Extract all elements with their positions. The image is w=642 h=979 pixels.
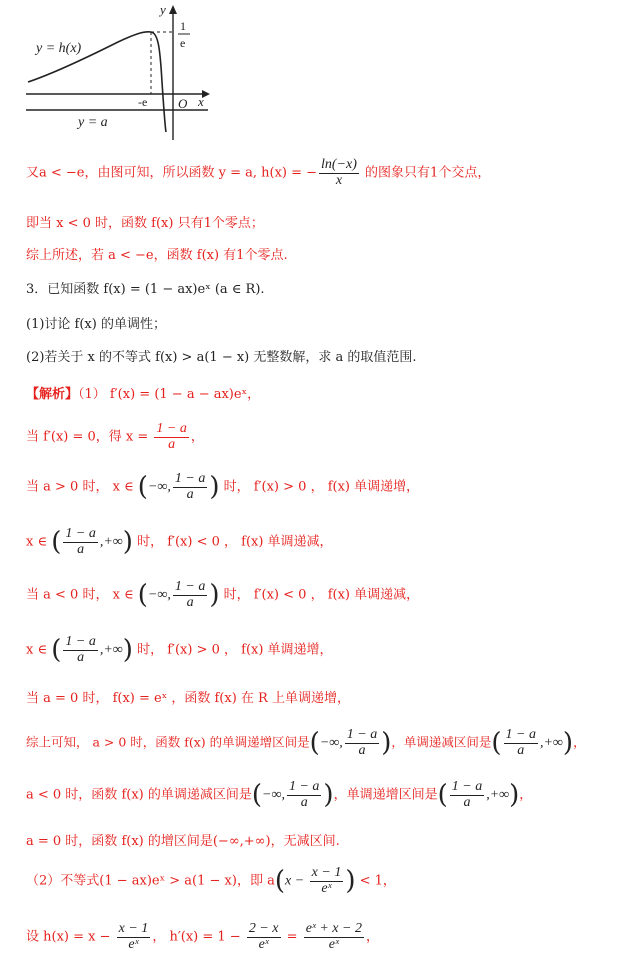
summary-2-tail: ， [519, 787, 533, 803]
y-axis-arrow [169, 5, 177, 14]
define-h-frac-1-num: x − 1 [118, 921, 149, 936]
define-h-frac-3-den: eˣ [328, 936, 339, 952]
line-critical-point [26, 422, 204, 452]
curve-label: y = h(x) [36, 41, 82, 56]
summary-1-frac-b-num: 1 − a [505, 727, 536, 742]
line-1 [26, 158, 490, 188]
line-11-head: 当 a < 0 时， x ∈ [26, 587, 138, 603]
y-axis-label: y [160, 2, 166, 17]
summary-1-frac-a-num: 1 − a [346, 727, 378, 742]
summary-2-frac-a-den: a [300, 794, 308, 810]
define-h-frac-1-den: eˣ [128, 936, 139, 952]
solution-tag: 【解析】 [26, 387, 79, 402]
line-2: 即当 x < 0 时，函数 f(x) 只有1个零点； [26, 216, 264, 231]
line-3: 综上所述，若 a < −e，函数 f(x) 有1个零点. [26, 248, 288, 263]
line-a-positive-1: 当 a > 0 时， x ∈ (−∞, $\frac{1 - a}{a}$ ) 时， f′(x) > 0 ， f(x) 单调递增， [26, 471, 420, 503]
line-11-frac [173, 580, 207, 610]
x-axis-label: x [198, 94, 204, 109]
summary-1-mid: ，单调递减区间是 [391, 734, 492, 750]
summary-1-frac-a [345, 728, 379, 758]
part-2-frac-num: x − 1 [311, 865, 342, 880]
line-10-tail: 时， f′(x) < 0 ， f(x) 单调递减， [132, 534, 333, 550]
define-h-frac-2 [247, 922, 281, 952]
line-9-frac-den: a [186, 486, 194, 502]
summary-a-zero: a = 0 时，函数 f(x) 的增区间是(−∞,+∞)，无减区间. [26, 834, 340, 849]
summary-2-posinf: ,+∞ [486, 787, 510, 803]
summary-1-frac-b [504, 728, 538, 758]
function-graph [18, 2, 248, 147]
critical-tail: ， [190, 429, 204, 445]
critical-text: 当 f′(x) = 0，得 x = [26, 429, 153, 445]
summary-1-tail: ， [573, 734, 586, 750]
line-12-head: x ∈ [26, 642, 52, 658]
line-12-frac [63, 635, 97, 665]
origin-label: O [178, 96, 188, 111]
summary-2-neginf: −∞, [262, 787, 285, 803]
line-10-frac [63, 527, 97, 557]
summary-1-posinf: ,+∞ [539, 735, 563, 751]
line-1-tail: 的图象只有1个交点， [360, 165, 491, 181]
summary-2-head: a < 0 时，函数 f(x) 的单调递减区间是 [26, 787, 252, 803]
define-h-frac-2-den: eˣ [258, 936, 269, 952]
line-10-head: x ∈ [26, 534, 52, 550]
define-h-frac-2-num: 2 − x [248, 921, 279, 936]
summary-2-frac-a [287, 780, 321, 810]
line-11-frac-den: a [186, 594, 194, 610]
fraction-ln-den: x [335, 172, 343, 188]
summary-2-frac-b [450, 780, 484, 810]
define-h-mid: ， h′(x) = 1 − [152, 929, 245, 945]
summary-a-positive: 综上可知， a > 0 时，函数 f(x) 的单调递增区间是(−∞, $\frac{1 - a}{a}$ )，单调递减区间是( $\frac{1 - a}{a}$ ,+∞)， [26, 727, 586, 759]
problem-3-part-2: (2)若关于 x 的不等式 f(x) > a(1 − x) 无整数解，求 a 的取值范围. [26, 350, 417, 365]
solution-derivative: （1） f′(x) = (1 − a − ax)eˣ， [78, 387, 261, 402]
line-a-positive-2: x ∈ ( $\frac{1 - a}{a}$ ,+∞) 时， f′(x) < 0 ， f(x) 单调递减， [26, 526, 333, 558]
line-12-posinf: ,+∞ [99, 642, 123, 658]
summary-2-frac-b-den: a [463, 794, 471, 810]
summary-2-mid: ，单调递增区间是 [333, 787, 438, 803]
line-11-frac-num: 1 − a [174, 579, 206, 594]
line-9-frac [173, 472, 207, 502]
line-a-negative-2: x ∈ ( $\frac{1 - a}{a}$ ,+∞) 时， f′(x) > 0 ， f(x) 单调递增， [26, 634, 333, 666]
part-2-frac-den: eˣ [321, 880, 332, 896]
summary-1-frac-a-den: a [358, 742, 366, 758]
line-9-neginf: −∞, [147, 479, 171, 495]
line-1-text: 又a < −e，由图可知，所以函数 y = a, h(x) = − [26, 165, 318, 181]
summary-2-frac-b-num: 1 − a [451, 779, 483, 794]
fraction-ln [319, 158, 359, 188]
line-a-zero: 当 a = 0 时， f(x) = eˣ ，函数 f(x) 在 R 上单调递增， [26, 691, 350, 706]
define-h-frac-3-num: eˣ + x − 2 [305, 921, 362, 936]
tick-y-den: e [180, 36, 186, 50]
solution-header [26, 383, 260, 402]
fraction-critical-num: 1 − a [156, 421, 187, 436]
summary-1-head: 综上可知， a > 0 时，函数 f(x) 的单调递增区间是 [26, 734, 310, 750]
summary-2-frac-a-num: 1 − a [288, 779, 320, 794]
line-12-tail: 时， f′(x) > 0 ， f(x) 单调递增， [132, 642, 333, 658]
summary-1-frac-b-den: a [517, 742, 525, 758]
summary-1-neginf: −∞, [319, 735, 343, 751]
part-2-tail: < 1， [355, 873, 396, 889]
tick-y-num: 1 [180, 19, 186, 33]
summary-a-negative: a < 0 时，函数 f(x) 的单调递减区间是(−∞, $\frac{1 - a}{a}$ )，单调递增区间是( $\frac{1 - a}{a}$ ,+∞)， [26, 779, 533, 811]
line-9-frac-num: 1 − a [174, 471, 206, 486]
line-9-tail: 时， f′(x) > 0 ， f(x) 单调递增， [219, 479, 420, 495]
tick-neg-e: -e [138, 95, 148, 109]
part-2-frac [310, 866, 344, 896]
define-h [26, 922, 379, 952]
line-a-negative-1: 当 a < 0 时， x ∈ (−∞, $\frac{1 - a}{a}$ ) 时， f′(x) < 0 ， f(x) 单调递减， [26, 579, 420, 611]
define-h-frac-3 [304, 922, 364, 952]
fraction-critical [154, 422, 188, 452]
define-h-tail: ， [365, 929, 379, 945]
line-11-neginf: −∞, [147, 587, 171, 603]
problem-3-statement: 3．已知函数 f(x) = (1 − ax)eˣ (a ∈ R). [26, 282, 265, 297]
line-11-tail: 时， f′(x) < 0 ， f(x) 单调递减， [219, 587, 420, 603]
line-9-head: 当 a > 0 时， x ∈ [26, 479, 138, 495]
define-h-frac-1 [117, 922, 151, 952]
line-label: y = a [78, 115, 108, 130]
line-12-frac-den: a [77, 649, 85, 665]
problem-3-part-1: (1)讨论 f(x) 的单调性； [26, 317, 166, 332]
line-12-frac-num: 1 − a [65, 634, 96, 649]
define-h-head: 设 h(x) = x − [26, 929, 115, 945]
line-10-frac-num: 1 − a [65, 526, 96, 541]
fraction-critical-den: a [168, 436, 176, 452]
part-2-inequality: （2）不等式(1 − ax)eˣ > a(1 − x)，即 a(x − $\frac{x - 1}{\text{eˣ}}$ ) < 1， [26, 865, 396, 897]
line-10-posinf: ,+∞ [99, 534, 123, 550]
part-2-head: （2）不等式(1 − ax)eˣ > a(1 − x)，即 a [26, 873, 275, 889]
define-h-eq: = [282, 929, 302, 945]
line-10-frac-den: a [77, 541, 85, 557]
fraction-ln-num: ln(−x) [321, 157, 357, 172]
